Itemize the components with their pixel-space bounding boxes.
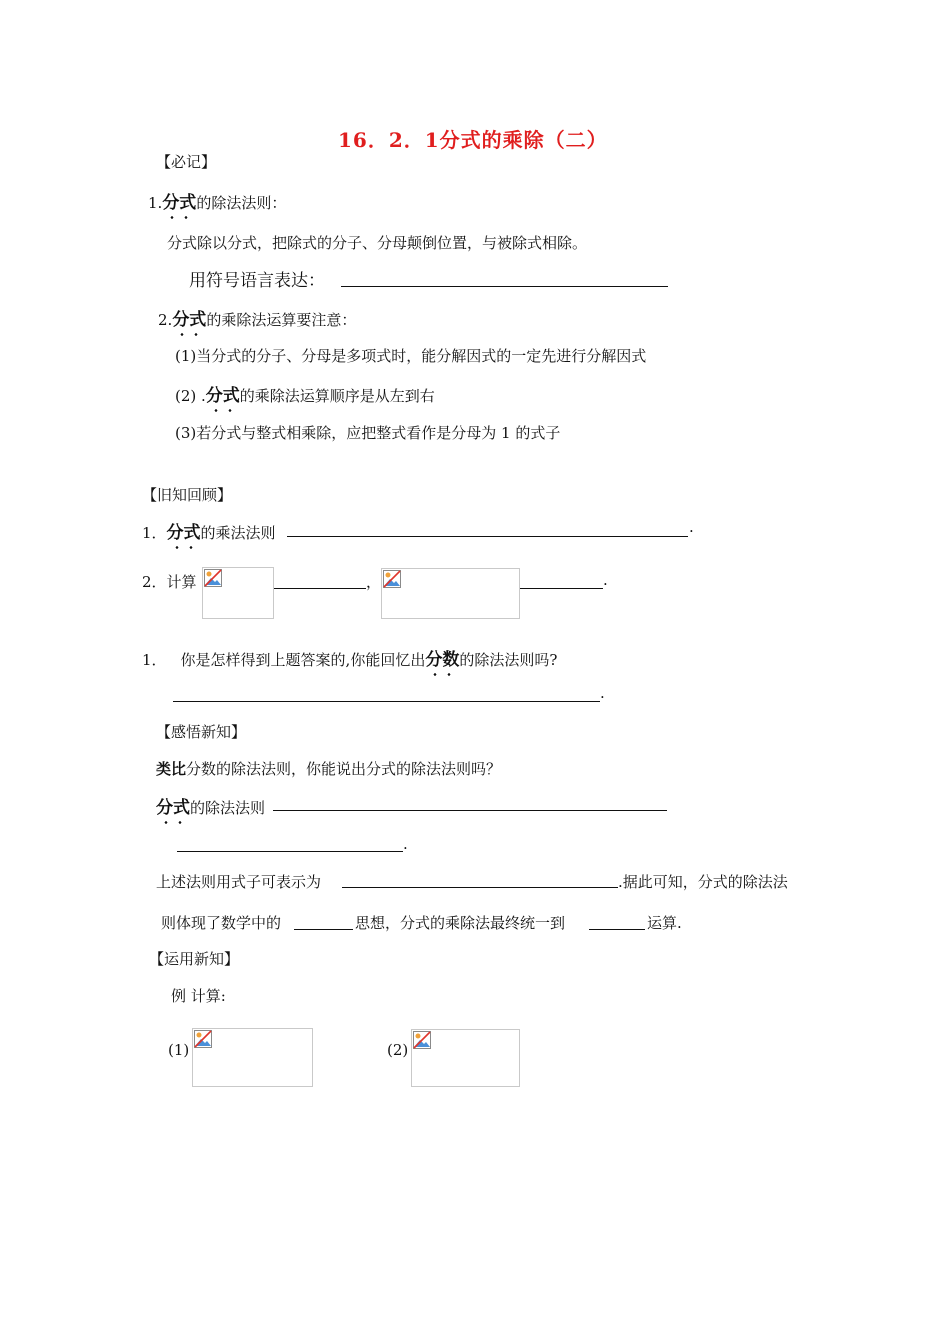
note2-word: 分式 (206, 381, 240, 406)
problem-1-formula-image (192, 1028, 313, 1087)
rule2-word: 分式 (172, 305, 206, 330)
q3-rest: 的除法法则吗? (459, 651, 558, 669)
broken-image-icon (413, 1031, 431, 1049)
q2-num: 2． (142, 573, 167, 591)
page-title: 16．2．1分式的乘除（二） (338, 128, 608, 152)
q3 (142, 645, 557, 670)
rule1-rest: 的除法法则： (196, 194, 287, 212)
problem-2-label: (2) (387, 1041, 409, 1059)
q2-sep: ， (366, 573, 382, 591)
rule1-word: 分式 (162, 188, 196, 213)
note2-prefix: (2) . (175, 387, 206, 405)
q1-word: 分式 (167, 518, 201, 543)
section-yunyong: 【运用新知】 (149, 950, 240, 968)
q3-pre: 你是怎样得到上题答案的,你能回忆出 (180, 651, 426, 669)
q3-end: . (600, 684, 605, 702)
broken-image-icon (204, 569, 222, 587)
q1-end: . (689, 518, 694, 536)
rule-rest: 的除法法则 (190, 799, 266, 817)
q1-num: 1． (142, 524, 167, 542)
q2-answer-line-1[interactable] (274, 588, 366, 589)
q2-calc: 计算 (166, 573, 197, 591)
operation-answer-line[interactable] (589, 929, 645, 930)
example-label: 例 计算: (171, 987, 226, 1005)
lei-word: 类比 (156, 760, 187, 778)
note-3: (3)若分式与整式相乘除，应把整式看作是分母为 1 的式子 (175, 424, 561, 442)
symbol-label: 用符号语言表达： (189, 271, 325, 291)
rule-word: 分式 (156, 793, 190, 818)
problem-1-label: (1) (168, 1041, 190, 1059)
section-ganwu: 【感悟新知】 (156, 723, 247, 741)
note-2 (175, 381, 435, 406)
broken-image-icon (194, 1030, 212, 1048)
rule-answer-line-2[interactable] (177, 851, 403, 852)
line2-a: 则体现了数学中的 (161, 914, 282, 932)
q3-word: 分数 (425, 645, 459, 670)
q2-formula-image-2 (381, 568, 520, 619)
rule2-rest: 的乘除法运算要注意： (206, 311, 357, 329)
q3-num: 1． (142, 651, 167, 669)
expr-pre: 上述法则用式子可表示为 (156, 873, 322, 891)
expr-post: .据此可知，分式的除法法 (618, 873, 788, 891)
analogy-question (156, 758, 501, 779)
rule1-text: 分式除以分式，把除式的分子、分母颠倒位置，与被除式相除。 (167, 234, 588, 252)
q2-label (142, 571, 197, 592)
note2-rest: 的乘除法运算顺序是从左到右 (239, 387, 435, 405)
expr-answer-line[interactable] (342, 887, 618, 888)
q1-answer-line[interactable] (287, 536, 688, 537)
q1 (142, 518, 276, 543)
section-jiuzhi: 【旧知回顾】 (142, 486, 233, 504)
thought-answer-line[interactable] (294, 929, 353, 930)
div-rule (156, 793, 265, 818)
q2-end: . (603, 571, 608, 589)
line2-b: 思想，分式的乘除法最终统一到 (355, 914, 566, 932)
rule-end: . (403, 835, 408, 853)
rule-answer-line-1[interactable] (273, 810, 667, 811)
note-1: (1)当分式的分子、分母是多项式时，能分解因式的一定先进行分解因式 (175, 347, 647, 365)
symbol-answer-line[interactable] (341, 286, 668, 287)
broken-image-icon (383, 570, 401, 588)
q1-rest: 的乘法法则 (200, 524, 276, 542)
lei-rest: 分数的除法法则，你能说出分式的除法法则吗？ (186, 760, 502, 778)
rule2-num: 2. (158, 311, 173, 329)
section-biji: 【必记】 (156, 153, 217, 171)
rule1-heading (148, 188, 286, 213)
q2-answer-line-2[interactable] (520, 588, 603, 589)
rule2-heading (158, 305, 356, 330)
q3-answer-line[interactable] (173, 701, 600, 702)
rule1-num: 1. (148, 194, 163, 212)
problem-2-formula-image (411, 1029, 520, 1087)
line2-c: 运算. (647, 914, 682, 932)
q2-formula-image-1 (202, 567, 274, 619)
